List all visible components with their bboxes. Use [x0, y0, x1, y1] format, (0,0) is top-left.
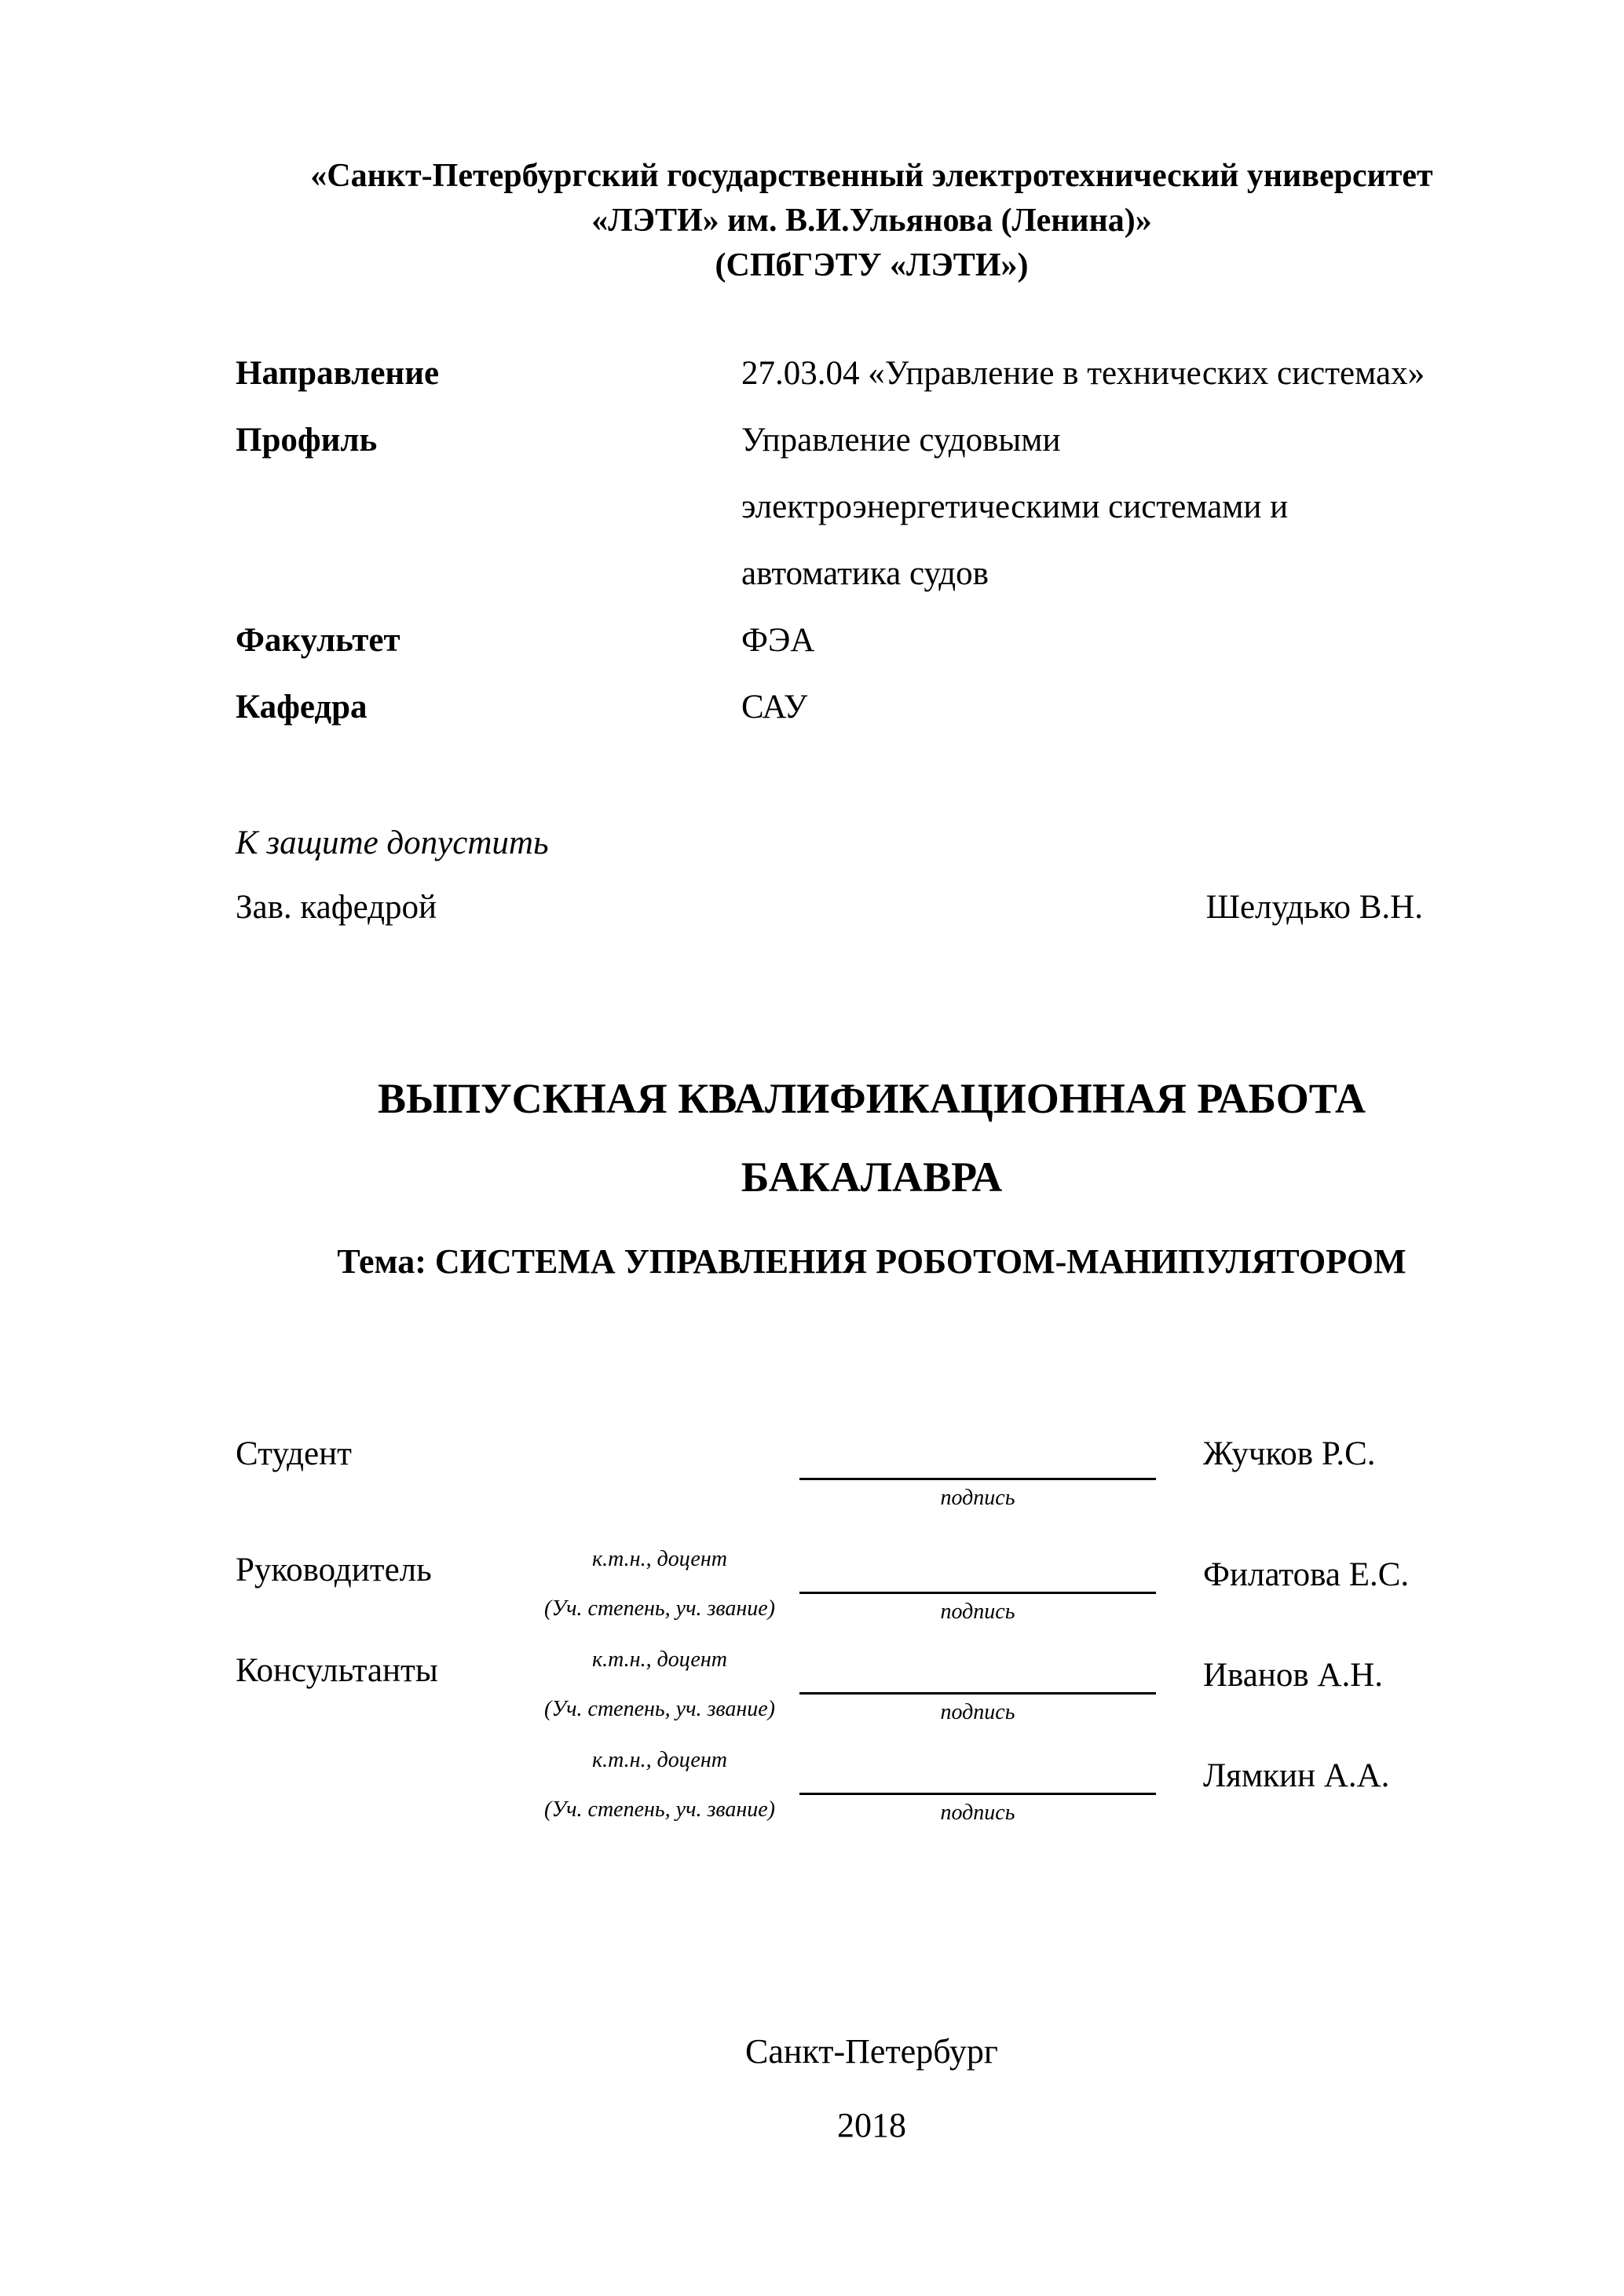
- empty-role-cell: [236, 1741, 542, 1752]
- student-name: Жучков Р.С.: [1203, 1435, 1376, 1472]
- supervisor-credential: к.т.н., доцент: [592, 1547, 727, 1571]
- university-name-line2: «ЛЭТИ» им. В.И.Ульянова (Ленина)»: [591, 203, 1152, 239]
- signature-caption: подпись: [940, 1600, 1015, 1624]
- faculty-value: ФЭА: [741, 622, 815, 659]
- work-title-line1: ВЫПУСКНАЯ КВАЛИФИКАЦИОННАЯ РАБОТА: [377, 1075, 1366, 1122]
- supervisor-name: Филатова Е.С.: [1203, 1556, 1410, 1593]
- signature-caption: подпись: [940, 1801, 1015, 1825]
- profile-label: Профиль: [236, 422, 378, 459]
- profile-value-line2: электроэнергетическими системами и: [741, 488, 1289, 525]
- info-row-department: [236, 674, 1508, 740]
- admission-note: К защите допустить: [236, 824, 549, 861]
- direction-label: Направление: [236, 355, 440, 392]
- department-head-name: Шелудько В.Н.: [1205, 889, 1423, 926]
- supervisor-signature-cell: [777, 1540, 1178, 1625]
- faculty-label: Факультет: [236, 622, 401, 659]
- consultant2-credential-cell: [542, 1741, 777, 1823]
- profile-value-line1: Управление судовыми: [741, 422, 1061, 459]
- program-info: [236, 340, 1508, 740]
- signature-row-consultant-2: [236, 1741, 1508, 1841]
- department-head-label: Зав. кафедрой: [236, 889, 437, 926]
- signature-row-consultant-1: [236, 1640, 1508, 1741]
- signature-line: [799, 1741, 1156, 1795]
- credential-caption: (Уч. степень, уч. звание): [544, 1797, 775, 1822]
- year: 2018: [837, 2106, 906, 2144]
- city: Санкт-Петербург: [745, 2032, 998, 2071]
- consultant2-signature-cell: [777, 1741, 1178, 1826]
- info-row-faculty: [236, 607, 1508, 674]
- signature-line: [799, 1435, 1156, 1480]
- work-title-line2: БАКАЛАВРА: [741, 1153, 1003, 1201]
- consultants-role-label: Консультанты: [236, 1652, 438, 1689]
- consultant1-credential-cell: [542, 1640, 777, 1723]
- university-header: [236, 154, 1508, 288]
- consultant1-credential: к.т.н., доцент: [592, 1647, 727, 1672]
- department-value: САУ: [741, 689, 808, 726]
- profile-value: [741, 407, 1508, 607]
- supervisor-role-label: Руководитель: [236, 1552, 432, 1589]
- info-row-direction: [236, 340, 1508, 407]
- signature-row-student: [236, 1435, 1508, 1527]
- department-label: Кафедра: [236, 689, 368, 726]
- signature-row-supervisor: [236, 1540, 1508, 1640]
- consultant1-name: Иванов А.Н.: [1203, 1657, 1384, 1694]
- university-abbreviation: (СПбГЭТУ «ЛЭТИ»): [715, 247, 1029, 283]
- credential-caption: (Уч. степень, уч. звание): [544, 1697, 775, 1721]
- student-role-label: Студент: [236, 1435, 352, 1472]
- direction-value: 27.03.04 «Управление в технических системах»: [741, 355, 1425, 392]
- university-name-line1: «Санкт-Петербургский государственный электротехнический университет: [310, 158, 1433, 194]
- work-title-section: [236, 1059, 1508, 1285]
- signature-line: [799, 1540, 1156, 1594]
- profile-value-line3: автоматика судов: [741, 555, 989, 592]
- department-head-row: [236, 888, 1508, 927]
- signature-line: [799, 1640, 1156, 1695]
- info-row-profile: [236, 407, 1508, 607]
- credential-caption: (Уч. степень, уч. звание): [544, 1596, 775, 1621]
- student-signature-cell: [777, 1435, 1178, 1512]
- signatures-section: [236, 1435, 1508, 1841]
- consultant2-credential: к.т.н., доцент: [592, 1748, 727, 1772]
- supervisor-credential-cell: [542, 1540, 777, 1622]
- consultant2-name: Лямкин А.А.: [1203, 1757, 1390, 1794]
- signature-caption: подпись: [940, 1486, 1015, 1510]
- approval-section: [236, 824, 1508, 927]
- work-theme: Тема: СИСТЕМА УПРАВЛЕНИЯ РОБОТОМ-МАНИПУЛЯТОРОМ: [337, 1242, 1406, 1281]
- consultant1-signature-cell: [777, 1640, 1178, 1726]
- signature-caption: подпись: [940, 1700, 1015, 1724]
- document-footer: [236, 2031, 1508, 2146]
